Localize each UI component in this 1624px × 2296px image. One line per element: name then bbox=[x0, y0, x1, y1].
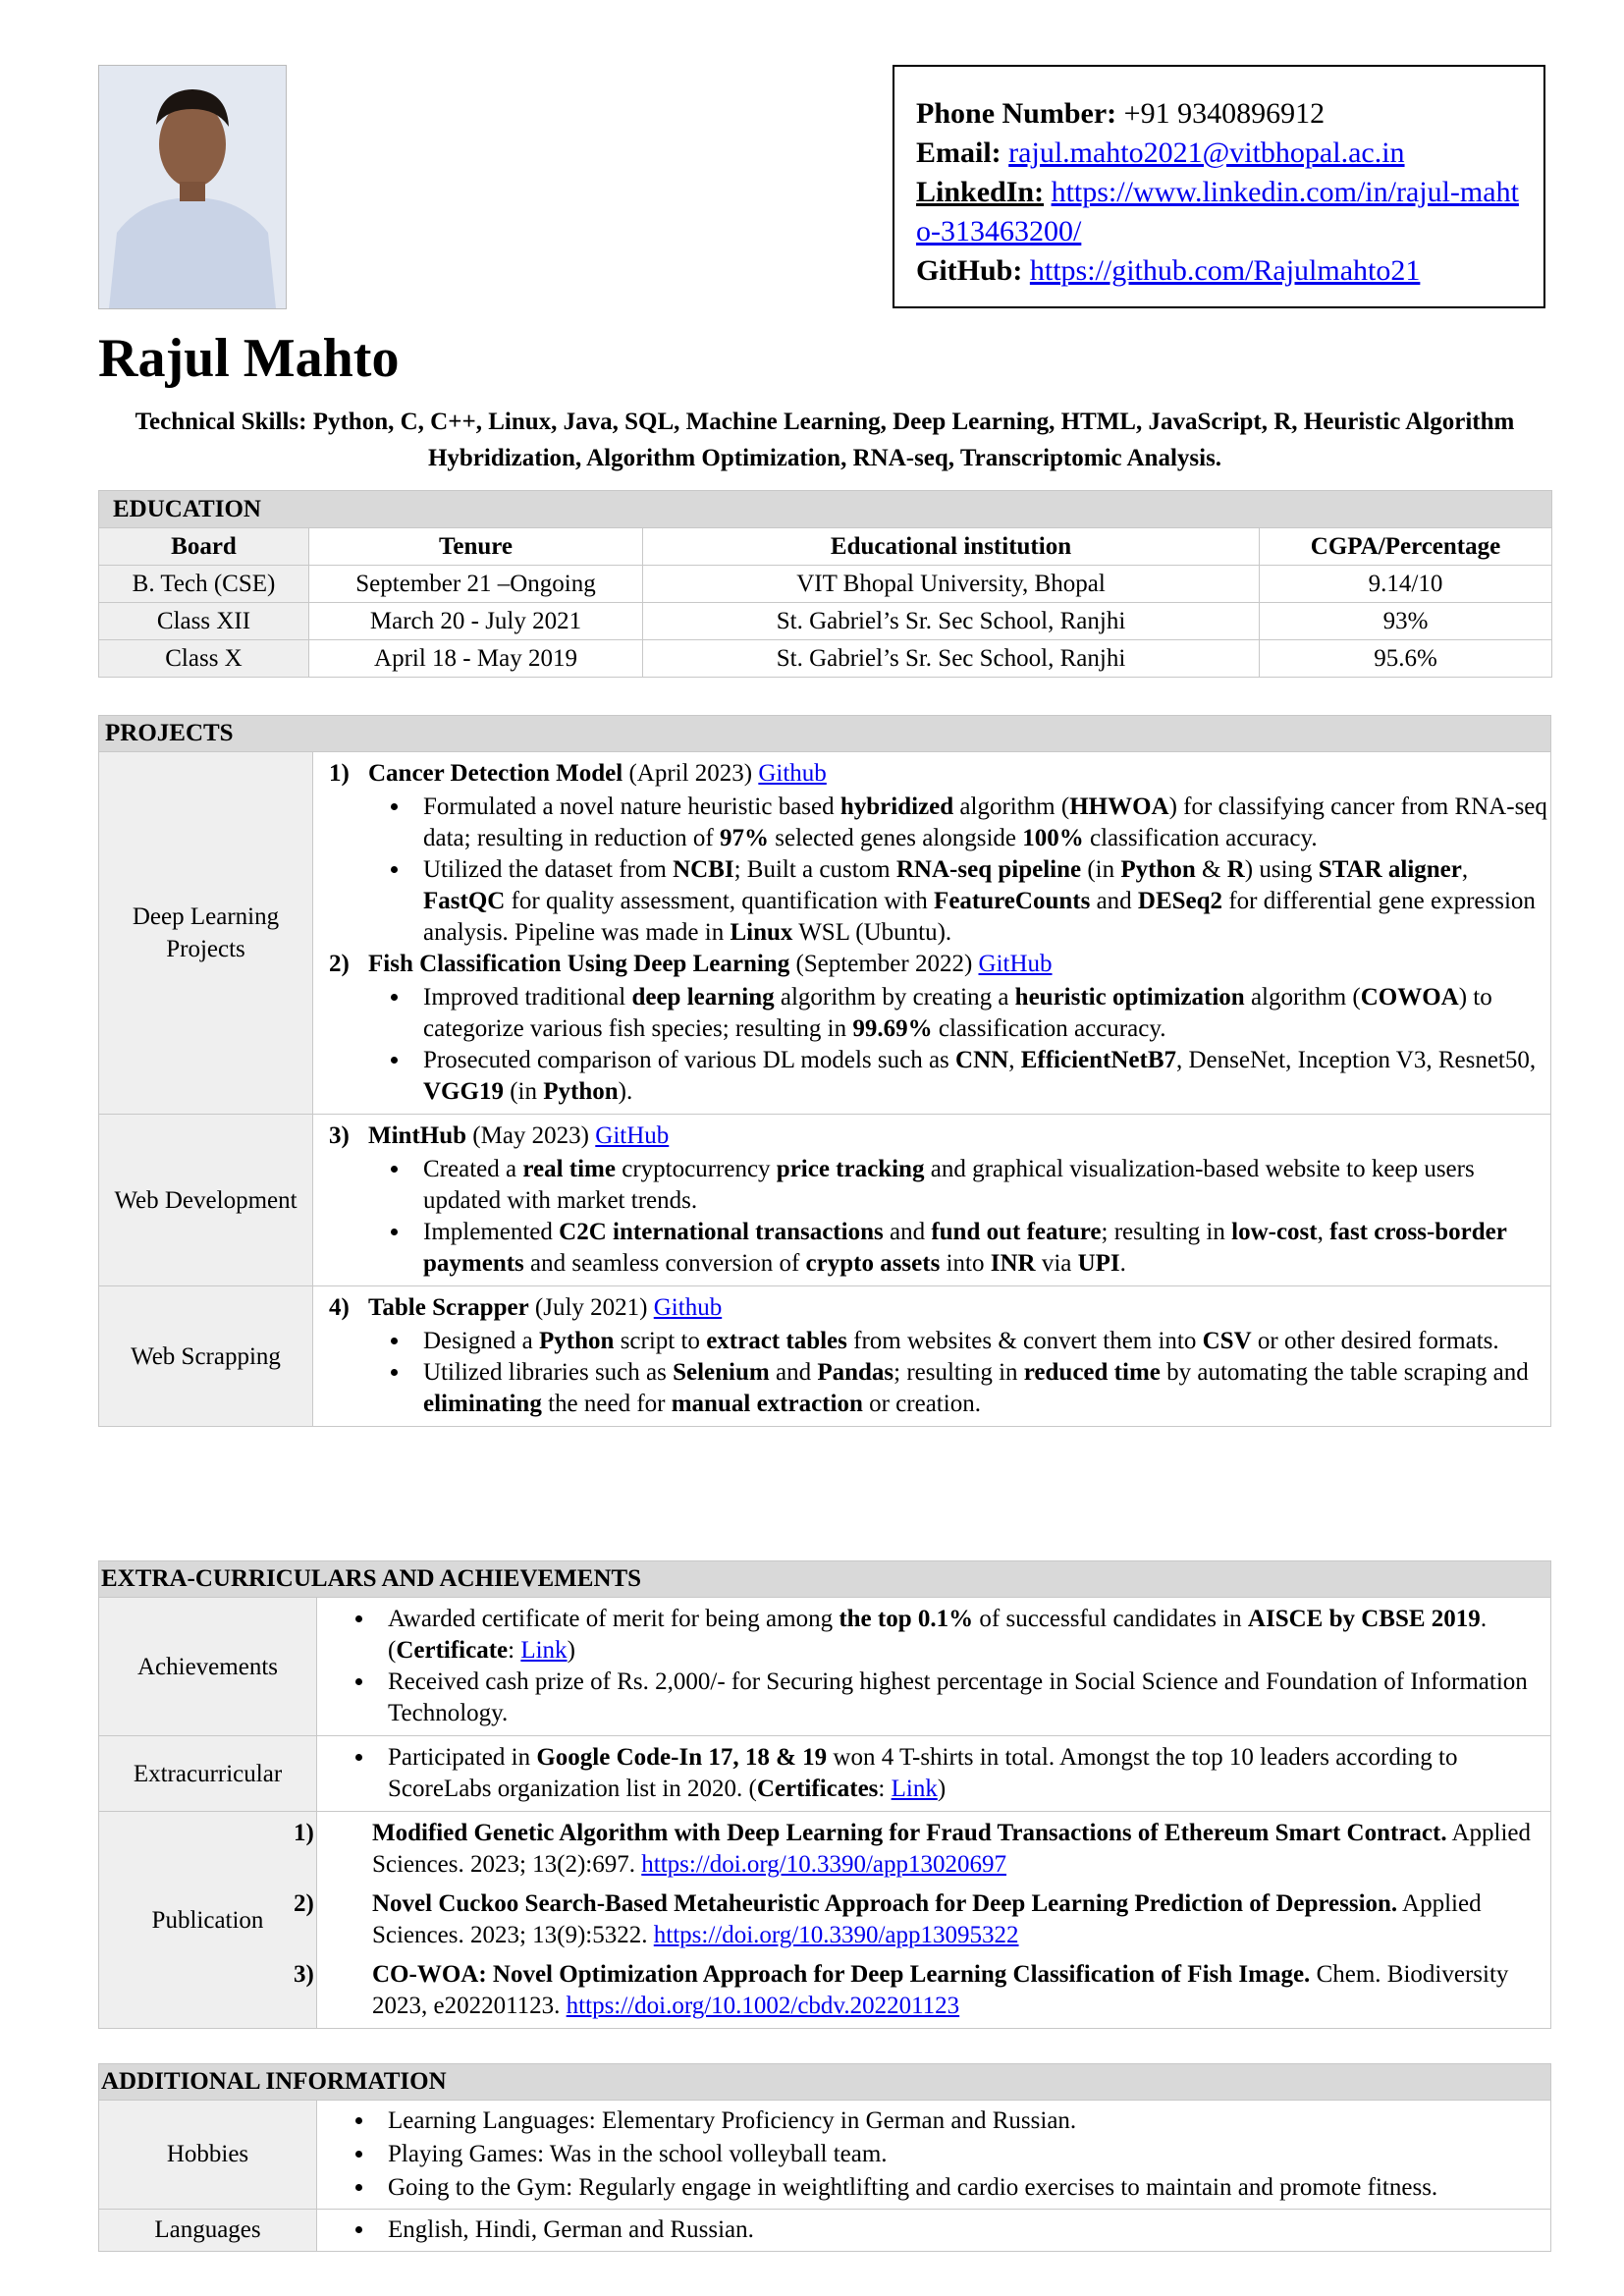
category-hobbies: Hobbies bbox=[99, 2101, 317, 2210]
additional-info-heading: ADDITIONAL INFORMATION bbox=[99, 2064, 1551, 2101]
bullet: • Prosecuted comparison of various DL models such as CNN, EfficientNetB7, DenseNet, Inception V3, Resnet50, VGG19 (in Python). bbox=[411, 1045, 1550, 1108]
extracurricular-list bbox=[317, 1736, 1551, 1812]
cell-board: Class XII bbox=[99, 603, 309, 640]
languages-list bbox=[317, 2210, 1551, 2252]
bullet: • Received cash prize of Rs. 2,000/- for Securing highest percentage in Social Science and Foundation of Information Technology. bbox=[376, 1667, 1543, 1729]
bullet: • Formulated a novel nature heuristic based hybridized algorithm (HHWOA) for classifying cancer from RNA-seq data; resulting in reduction of 97% selected genes alongside 100% classification accuracy. bbox=[411, 792, 1550, 854]
person-silhouette-icon bbox=[99, 66, 286, 308]
additional-info-table bbox=[98, 2063, 1551, 2252]
col-board: Board bbox=[99, 528, 309, 566]
certificate-link[interactable]: Link bbox=[520, 1637, 568, 1664]
extracurricular-heading: EXTRA-CURRICULARS AND ACHIEVEMENTS bbox=[99, 1561, 1551, 1598]
table-row bbox=[99, 566, 1552, 603]
category-languages: Languages bbox=[99, 2210, 317, 2252]
doi-link[interactable]: https://doi.org/10.3390/app13095322 bbox=[653, 1922, 1019, 1948]
skills-label: Technical Skills: bbox=[135, 409, 307, 435]
project-link[interactable]: GitHub bbox=[595, 1122, 670, 1149]
linkedin-link[interactable]: https://www.linkedin.com/in/rajul-mahto-313463200/ bbox=[916, 176, 1519, 247]
certificates-link[interactable]: Link bbox=[891, 1776, 938, 1802]
skills-list: Python, C, C++, Linux, Java, SQL, Machine Learning, Deep Learning, HTML, JavaScript, R, Heuristic Algorithm Hybridization, Algorithm Optimization, RNA-seq, Transcriptomic Analysis. bbox=[312, 409, 1515, 471]
publication-item: 2) Novel Cuckoo Search-Based Metaheuristic Approach for Deep Learning Prediction of Depression. Applied Sciences. 2023; 13(9):5322. https://doi.org/10.3390/app13095322 bbox=[294, 1890, 1482, 1948]
category-publication: Publication bbox=[99, 1812, 317, 2029]
cell-tenure: September 21 –Ongoing bbox=[309, 566, 643, 603]
deep-learning-projects bbox=[313, 752, 1551, 1115]
linkedin-line bbox=[916, 173, 1524, 251]
project-number: 2) bbox=[329, 951, 350, 977]
project-date: (May 2023) bbox=[472, 1122, 590, 1149]
project-date: (July 2021) bbox=[534, 1294, 648, 1321]
project-title: MintHub bbox=[368, 1122, 467, 1149]
candidate-name: Rajul Mahto bbox=[98, 328, 400, 389]
cell-cgpa: 95.6% bbox=[1260, 640, 1552, 678]
project-link[interactable]: GitHub bbox=[978, 951, 1053, 977]
education-heading: EDUCATION bbox=[99, 491, 1552, 528]
project-table-scrapper bbox=[329, 1292, 1550, 1324]
table-row bbox=[99, 603, 1552, 640]
github-label: GitHub: bbox=[916, 254, 1023, 287]
project-link[interactable]: Github bbox=[758, 760, 827, 787]
category-web-scrapping: Web Scrapping bbox=[99, 1286, 313, 1427]
col-tenure: Tenure bbox=[309, 528, 643, 566]
phone-value: +91 9340896912 bbox=[1123, 97, 1326, 130]
web-scrapping-projects bbox=[313, 1286, 1551, 1427]
bullet: • Utilized the dataset from NCBI; Built a custom RNA-seq pipeline (in Python & R) using STAR aligner, FastQC for quality assessment, quantification with FeatureCounts and DESeq2 for differential gene expression analysis. Pipeline was made in Linux WSL (Ubuntu). bbox=[411, 854, 1550, 949]
bullet: • Awarded certificate of merit for being among the top 0.1% of successful candidates in AISCE by CBSE 2019. (Certificate: Link) bbox=[376, 1604, 1543, 1667]
email-link[interactable]: rajul.mahto2021@vitbhopal.ac.in bbox=[1008, 137, 1405, 169]
publication-item: 1) Modified Genetic Algorithm with Deep Learning for Fraud Transactions of Ethereum Smart Contract. Applied Sciences. 2023; 13(2):697. https://doi.org/10.3390/app13020697 bbox=[294, 1820, 1532, 1878]
doi-link[interactable]: https://doi.org/10.1002/cbdv.202201123 bbox=[566, 1993, 960, 2019]
bullet: • English, Hindi, German and Russian. bbox=[376, 2214, 1543, 2247]
phone-label: Phone Number: bbox=[916, 97, 1117, 130]
project-link[interactable]: Github bbox=[653, 1294, 723, 1321]
cell-tenure: April 18 - May 2019 bbox=[309, 640, 643, 678]
cell-board: B. Tech (CSE) bbox=[99, 566, 309, 603]
hobbies-list bbox=[317, 2101, 1551, 2210]
achievements-list bbox=[317, 1598, 1551, 1736]
github-link[interactable]: https://github.com/Rajulmahto21 bbox=[1029, 254, 1421, 287]
projects-table bbox=[98, 715, 1551, 1427]
web-development-projects bbox=[313, 1115, 1551, 1286]
github-line bbox=[916, 251, 1524, 291]
category-achievements: Achievements bbox=[99, 1598, 317, 1736]
phone-line bbox=[916, 94, 1524, 134]
email-line bbox=[916, 134, 1524, 173]
project-cancer-detection bbox=[329, 758, 1550, 790]
bullet: • Designed a Python script to extract tables from websites & convert them into CSV or other desired formats. bbox=[411, 1326, 1550, 1357]
cell-board: Class X bbox=[99, 640, 309, 678]
cell-tenure: March 20 - July 2021 bbox=[309, 603, 643, 640]
category-deep-learning: Deep Learning Projects bbox=[99, 752, 313, 1115]
publication-item: 3) CO-WOA: Novel Optimization Approach for Deep Learning Classification of Fish Image. Chem. Biodiversity 2023, e202201123. https://doi.org/10.1002/cbdv.202201123 bbox=[294, 1961, 1509, 2019]
project-date: (September 2022) bbox=[795, 951, 973, 977]
cell-institution: VIT Bhopal University, Bhopal bbox=[643, 566, 1260, 603]
category-web-development: Web Development bbox=[99, 1115, 313, 1286]
linkedin-label: LinkedIn: bbox=[916, 176, 1045, 208]
project-title: Fish Classification Using Deep Learning bbox=[368, 951, 790, 977]
bullet: • Utilized libraries such as Selenium and Pandas; resulting in reduced time by automating the table scraping and eliminating the need for manual extraction or creation. bbox=[411, 1357, 1550, 1420]
education-table bbox=[98, 490, 1552, 678]
project-date: (April 2023) bbox=[628, 760, 753, 787]
project-minthub bbox=[329, 1121, 1550, 1152]
cell-institution: St. Gabriel’s Sr. Sec School, Ranjhi bbox=[643, 603, 1260, 640]
bullet: • Participated in Google Code-In 17, 18 & 19 won 4 T-shirts in total. Amongst the top 10 leaders according to ScoreLabs organization list in 2020. (Certificates: Link) bbox=[376, 1742, 1543, 1805]
cell-cgpa: 93% bbox=[1260, 603, 1552, 640]
project-title: Cancer Detection Model bbox=[368, 760, 623, 787]
bullet: • Improved traditional deep learning algorithm by creating a heuristic optimization algorithm (COWOA) to categorize various fish species; resulting in 99.69% classification accuracy. bbox=[411, 982, 1550, 1045]
col-cgpa: CGPA/Percentage bbox=[1260, 528, 1552, 566]
project-number: 4) bbox=[329, 1294, 350, 1321]
cell-cgpa: 9.14/10 bbox=[1260, 566, 1552, 603]
project-title: Table Scrapper bbox=[368, 1294, 529, 1321]
bullet: • Going to the Gym: Regularly engage in weightlifting and cardio exercises to maintain and promote fitness. bbox=[376, 2171, 1543, 2205]
bullet: • Created a real time cryptocurrency price tracking and graphical visualization-based website to keep users updated with market trends. bbox=[411, 1154, 1550, 1217]
project-fish-classification bbox=[329, 949, 1550, 980]
table-row bbox=[99, 640, 1552, 678]
technical-skills bbox=[98, 404, 1551, 476]
project-number: 1) bbox=[329, 760, 350, 787]
bullet: • Playing Games: Was in the school volleyball team. bbox=[376, 2138, 1543, 2171]
projects-heading: PROJECTS bbox=[99, 716, 1551, 752]
contact-box bbox=[893, 65, 1545, 308]
profile-photo bbox=[98, 65, 287, 309]
bullet: • Learning Languages: Elementary Proficiency in German and Russian. bbox=[376, 2105, 1543, 2138]
bullet: • Implemented C2C international transactions and fund out feature; resulting in low-cost, fast cross-border payments and seamless conversion of crypto assets into INR via UPI. bbox=[411, 1217, 1550, 1280]
extracurricular-table bbox=[98, 1560, 1551, 2029]
col-institution: Educational institution bbox=[643, 528, 1260, 566]
category-extracurricular: Extracurricular bbox=[99, 1736, 317, 1812]
cell-institution: St. Gabriel’s Sr. Sec School, Ranjhi bbox=[643, 640, 1260, 678]
email-label: Email: bbox=[916, 137, 1001, 169]
project-number: 3) bbox=[329, 1122, 350, 1149]
doi-link[interactable]: https://doi.org/10.3390/app13020697 bbox=[641, 1851, 1007, 1878]
publication-list bbox=[294, 1812, 1551, 2029]
